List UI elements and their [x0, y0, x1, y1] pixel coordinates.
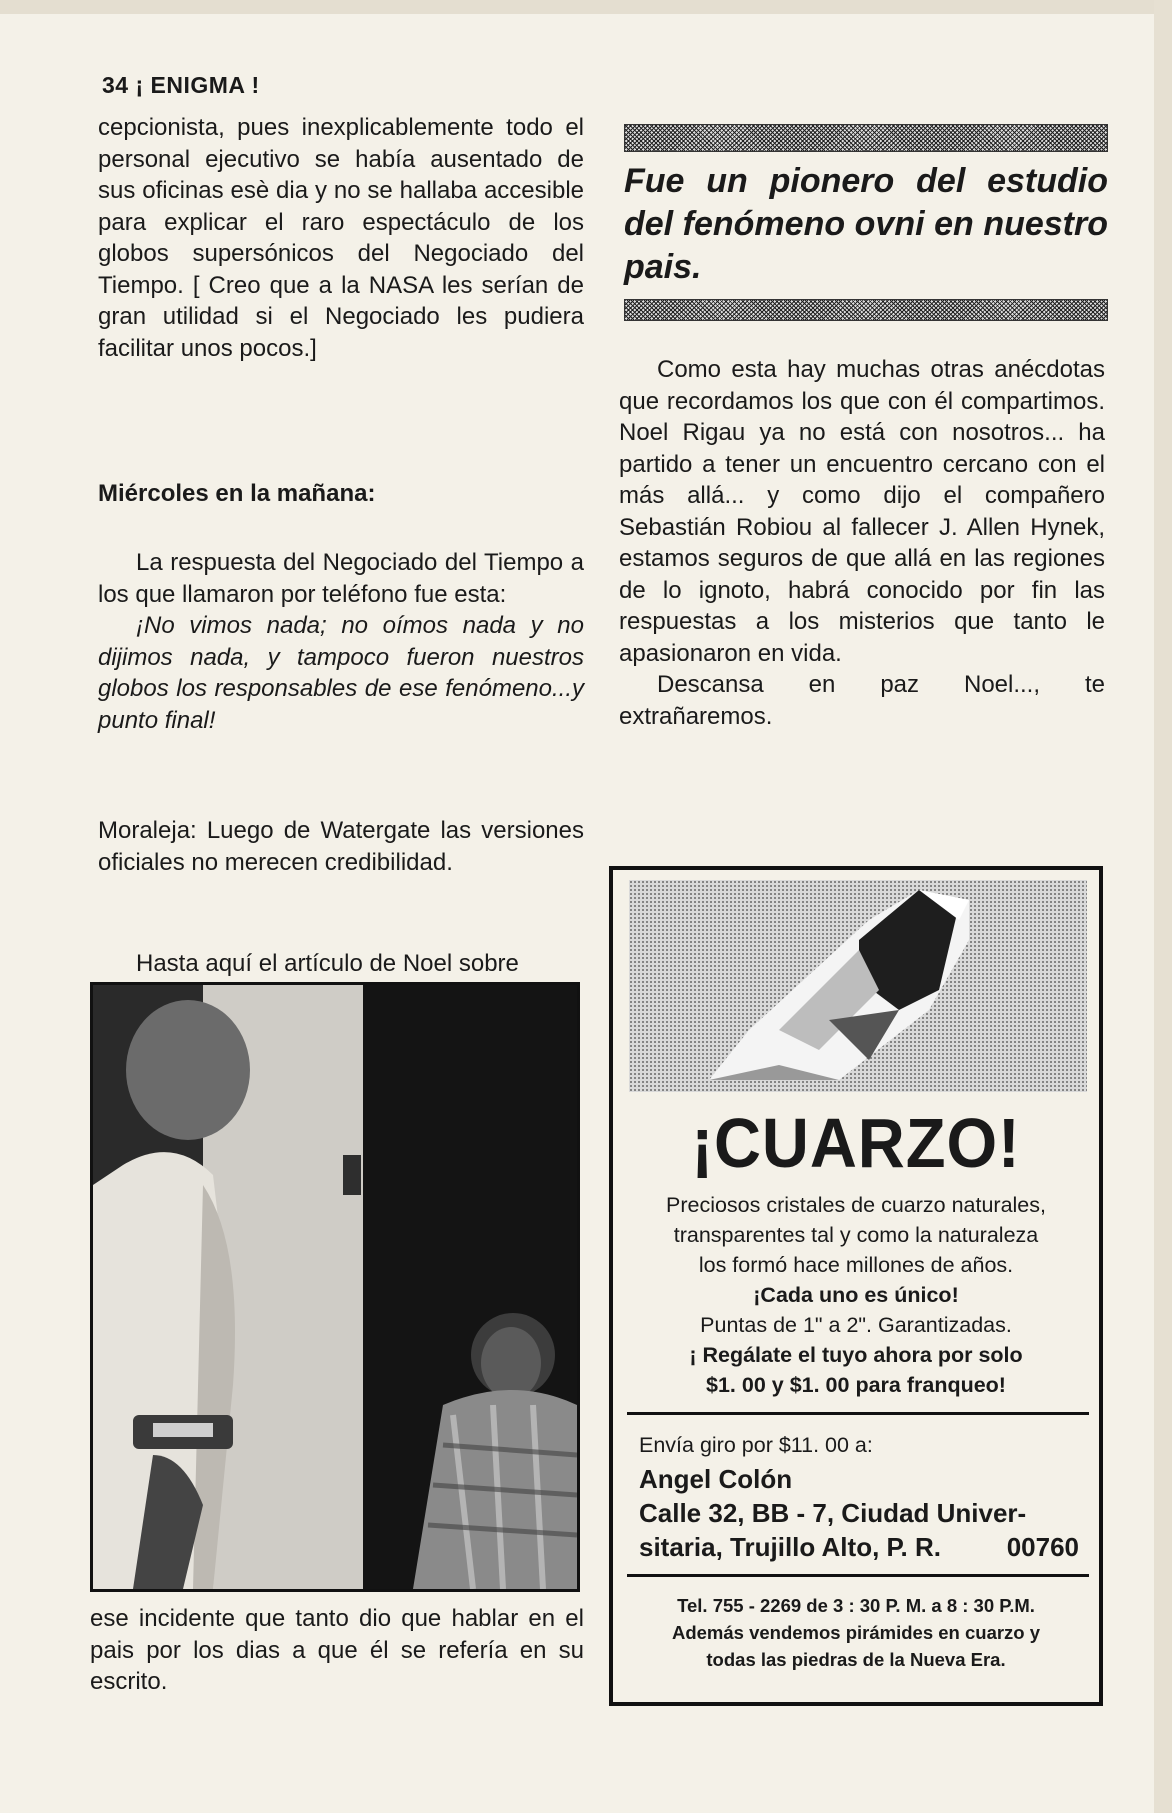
pull-quote-box: [624, 124, 1108, 321]
ad-title: ¡CUARZO!: [691, 1104, 1021, 1182]
photo-illustration: [93, 985, 577, 1589]
ad-foot-line-2: Además vendemos pirámides en cuarzo y: [671, 1622, 1041, 1643]
left-column-middle: [98, 547, 584, 736]
quote-paragraph: ¡No vimos nada; no oímos nada y no dijimos nada, y tampoco fueron nuestros globos los responsables de ese fenómeno...y punto final!: [98, 612, 584, 734]
page-edge-right: [1154, 0, 1172, 1813]
order-zip: 00760: [1006, 1532, 1079, 1562]
ad-footer: [613, 1592, 1099, 1673]
hatch-rule-bottom: [624, 299, 1108, 321]
order-address-1: Calle 32, BB - 7, Ciudad Univer-: [639, 1498, 1027, 1528]
left-paragraph-4: ese incidente que tanto dio que hablar en el pais por los dias a que él se refería en su escrito.: [90, 1605, 584, 1695]
subheading: Miércoles en la mañana:: [98, 480, 376, 507]
ad-description: [613, 1190, 1099, 1400]
right-column: [619, 354, 1105, 732]
left-column-top: [98, 112, 584, 364]
order-address-2: sitaria, Trujillo Alto, P. R.: [639, 1532, 941, 1562]
hatch-rule-top: [624, 124, 1108, 152]
right-paragraph-2: Descansa en paz Noel..., te extrañaremos.: [619, 671, 1105, 730]
moral-paragraph: Moraleja: Luego de Watergate las versiones oficiales no merecen credibilidad.: [98, 817, 584, 876]
pull-quote: Fue un pionero del estudio del fenómeno ovni en nuestro pais.: [624, 162, 1108, 286]
left-paragraph-1: cepcionista, pues inexplicablemente todo el personal ejecutivo se había ausentado de sus oficinas esè dia y no se hallaba accesible para explicar el raro espectáculo de los globos supersónicos del Negociado del Tiempo. [ Creo que a la NASA les serían de gran utilidad si el Negociado les pudiera facilitar unos pocos.]: [98, 114, 584, 362]
ad-line-4: ¡Cada uno es único!: [753, 1283, 959, 1307]
crystal-illustration: [629, 880, 1087, 1092]
order-intro: Envía giro por $11. 00 a:: [639, 1433, 873, 1457]
ad-foot-line-3: todas las piedras de la Nueva Era.: [706, 1649, 1006, 1670]
page-header: 34 ¡ ENIGMA !: [102, 72, 260, 98]
ad-line-2: transparentes tal y como la naturaleza: [673, 1223, 1039, 1247]
page-edge-top: [0, 0, 1172, 14]
ad-phone: Tel. 755 - 2269 de 3 : 30 P. M. a 8 : 30 P.M.: [677, 1595, 1035, 1616]
order-name: Angel Colón: [639, 1464, 793, 1494]
ad-line-1: Preciosos cristales de cuarzo naturales,: [665, 1193, 1046, 1217]
ad-divider-1: [627, 1412, 1089, 1415]
quartz-advertisement: [609, 866, 1103, 1706]
left-paragraph-3: Hasta aquí el artículo de Noel sobre: [136, 950, 519, 977]
ad-order-info: [639, 1428, 1079, 1564]
ad-line-6: ¡ Regálate el tuyo ahora por solo: [689, 1343, 1023, 1367]
ad-line-3: los formó hace millones de años.: [698, 1253, 1014, 1277]
ad-line-5: Puntas de 1" a 2". Garantizadas.: [700, 1313, 1012, 1337]
photo: [90, 982, 580, 1592]
right-paragraph-1: Como esta hay muchas otras anécdotas que recordamos los que con él compartimos. Noel Rigau ya no está con nosotros... ha partido a tener un encuentro cercano con el más allá... y como dijo el compañero Sebastián Robiou al fallecer J. Allen Hynek, estamos seguros de que allá en las regiones de lo ignoto, habrá conocido por fin las respuestas a los misterios que tanto le apasionaron en vida.: [619, 356, 1105, 667]
quartz-crystal-image: [629, 880, 1087, 1092]
left-paragraph-2: La respuesta del Negociado del Tiempo a los que llamaron por teléfono fue esta:: [98, 549, 584, 608]
order-address-2-row: [639, 1530, 1079, 1564]
ad-line-7: $1. 00 y $1. 00 para franqueo!: [706, 1373, 1006, 1397]
ad-divider-2: [627, 1574, 1089, 1577]
